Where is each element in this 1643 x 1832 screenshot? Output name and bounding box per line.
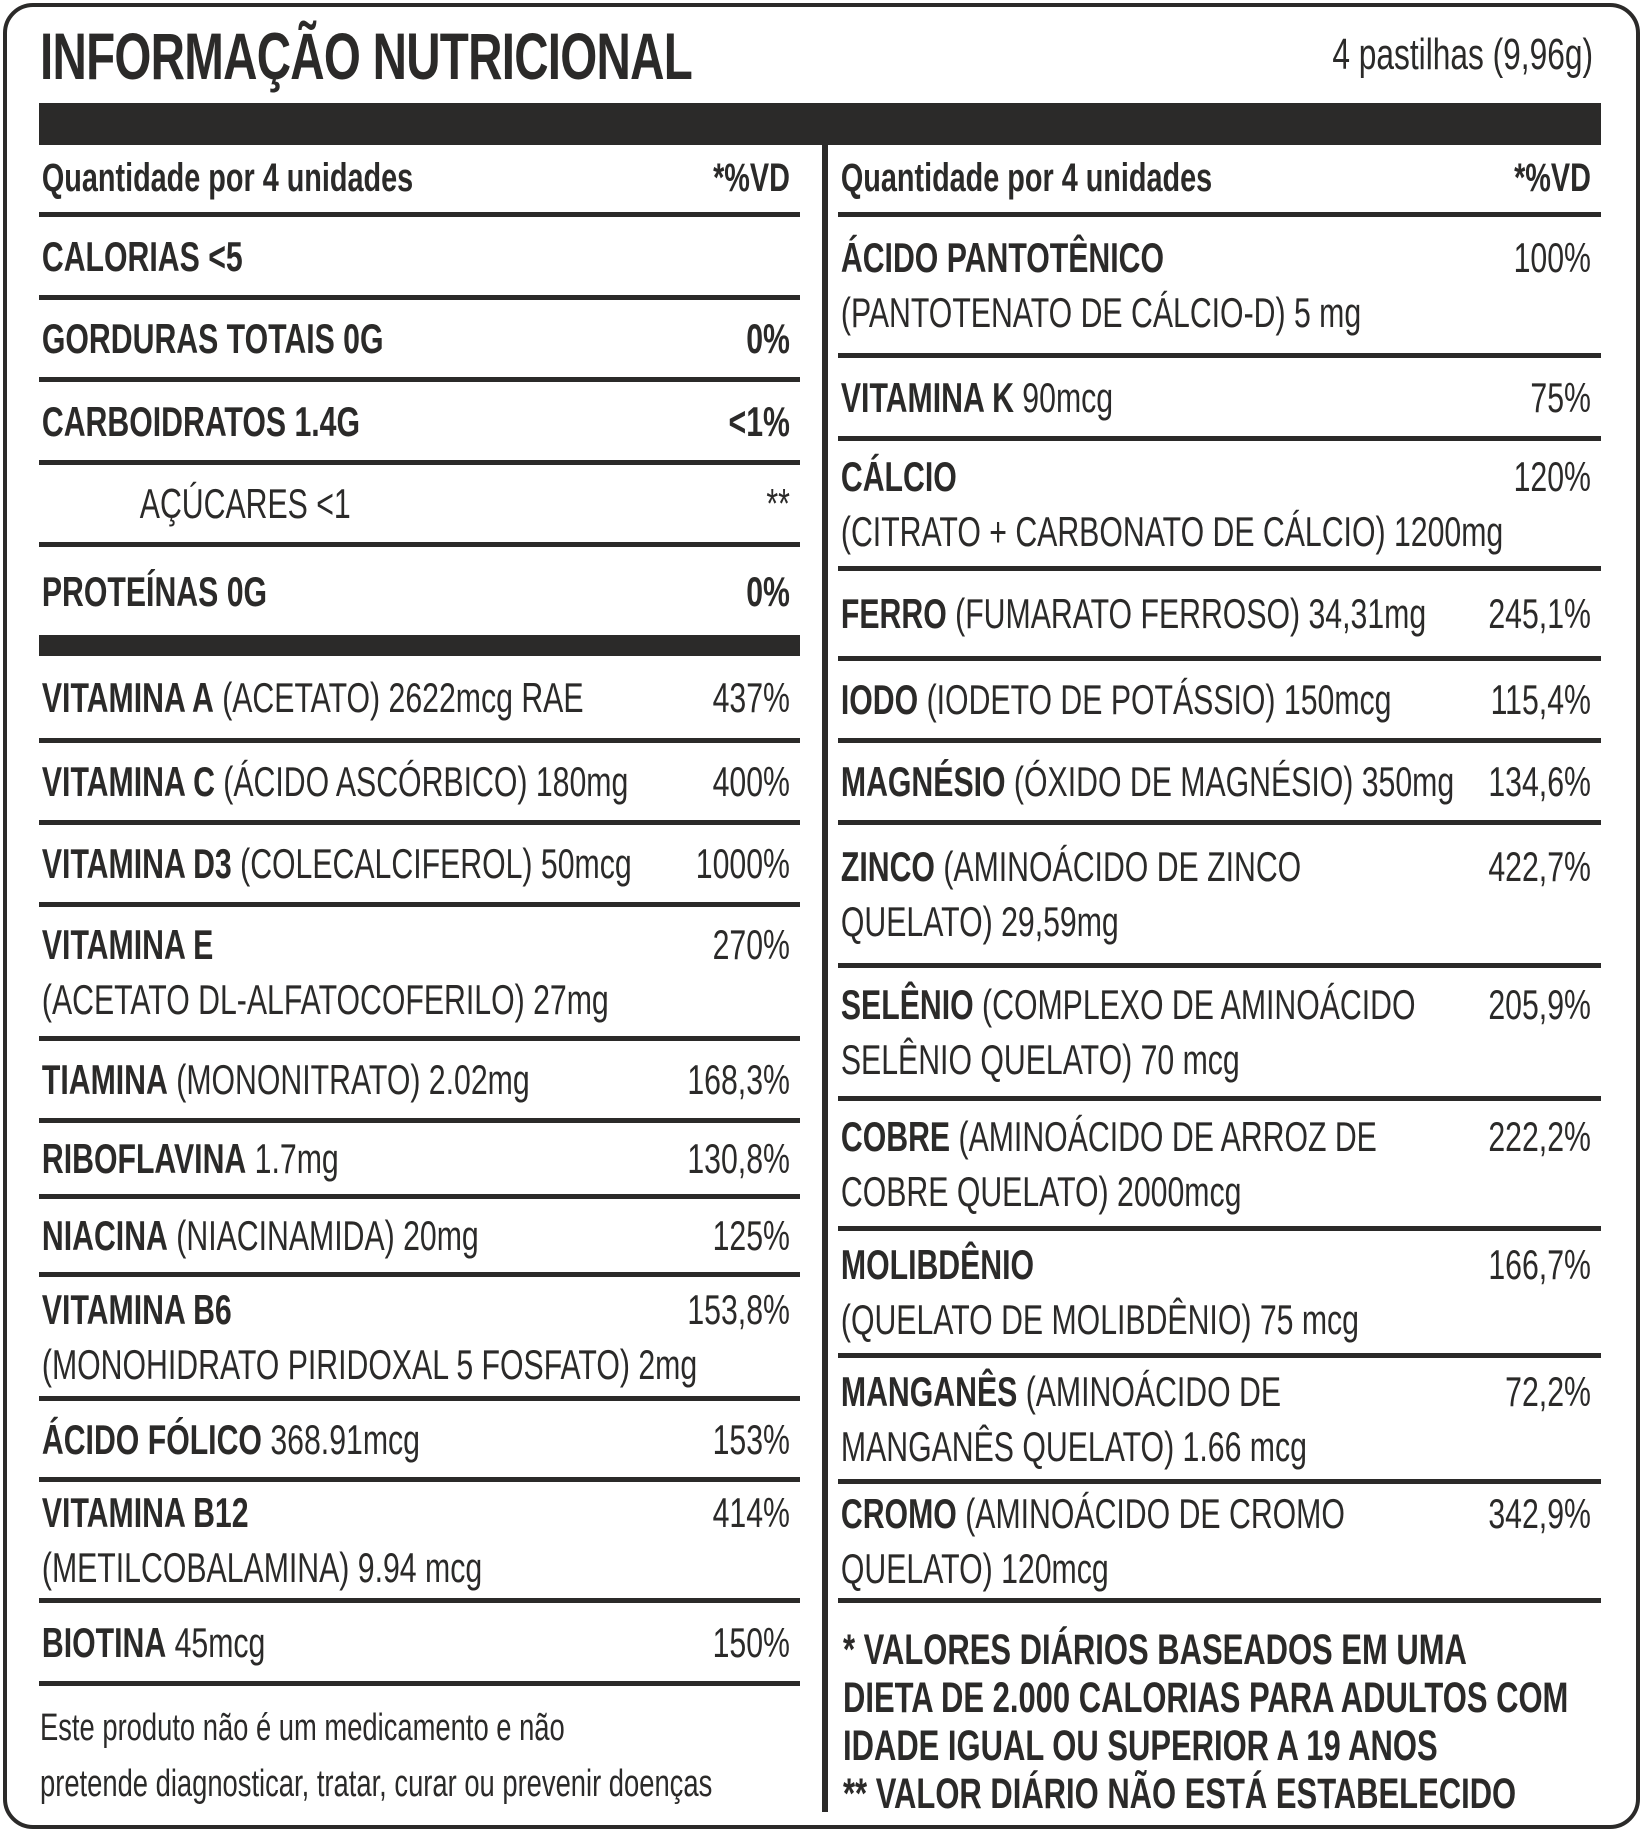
nutrient-detail: 1.7mg [246, 1135, 339, 1182]
nutrient-detail-line: QUELATO) 29,59mg [840, 898, 1119, 945]
nutrient-row [39, 1277, 800, 1401]
column-header-content [39, 145, 800, 212]
nutrient-daily-value: 115,4% [1490, 676, 1591, 723]
nutrient-row-content [39, 217, 800, 295]
nutrient-daily-value: 153% [712, 1415, 790, 1463]
nutrient-row [39, 1123, 800, 1199]
nutrient-daily-value: 150% [712, 1618, 790, 1666]
nutrient-line [42, 564, 790, 619]
nutrient-line [841, 449, 1591, 504]
nutrient-row [838, 217, 1601, 358]
header-bar [39, 103, 1601, 145]
nutrient-name: TIAMINA [41, 1056, 168, 1103]
nutrient-row-content [39, 1401, 800, 1477]
nutrient-line [42, 836, 790, 891]
nutrient-name: VITAMINA A [41, 673, 214, 721]
nutrient-detail: (AMINOÁCIDO DE ARROZ DE [950, 1112, 1377, 1160]
nutrient-row [39, 825, 800, 907]
nutrient-daily-value: 0% [746, 567, 790, 615]
nutrient-line [42, 1052, 790, 1107]
nutrient-row-content [39, 465, 800, 542]
nutrient-name: MAGNÉSIO [840, 758, 1006, 805]
nutrient-row-content [39, 907, 800, 1036]
nutrient-line [841, 754, 1591, 809]
nutrient-row [39, 1401, 800, 1482]
nutrient-daily-value: 130,8% [687, 1135, 790, 1182]
nutrient-row-content [39, 1123, 800, 1194]
column-header [39, 145, 800, 217]
nutrient-detail: (AMINOÁCIDO DE [1017, 1367, 1282, 1415]
nutrient-row-content [39, 547, 800, 635]
daily-value-label: *%VD [713, 156, 790, 200]
nutrient-row [39, 1603, 800, 1686]
nutrient-line [841, 586, 1591, 641]
nutrient-daily-value: 72,2% [1505, 1367, 1591, 1415]
nutrient-name: VITAMINA K [840, 373, 1014, 421]
nutrient-name: ÁCIDO PANTOTÊNICO [840, 234, 1165, 281]
nutrient-row-content [39, 382, 800, 460]
footnote-line: * VALORES DIÁRIOS BASEADOS EM UMA [843, 1626, 1467, 1674]
nutrient-line [841, 672, 1591, 727]
nutrient-line [42, 1485, 790, 1540]
nutrient-daily-value: 342,9% [1488, 1490, 1591, 1537]
nutrient-row-content [39, 300, 800, 377]
nutrient-detail: (ACETATO) 2622mcg RAE [213, 673, 584, 721]
nutrient-name: BIOTINA [41, 1618, 167, 1666]
nutrient-daily-value: 1000% [695, 840, 790, 887]
nutrient-row [838, 1358, 1601, 1484]
nutrient-row-content [838, 825, 1601, 963]
nutrient-detail: (NIACINAMIDA) 20mg [167, 1212, 479, 1259]
column-header-content [838, 145, 1601, 212]
nutrient-daily-value: 75% [1530, 373, 1591, 421]
nutrient-detail: (COLECALCIFEROL) 50mcg [231, 840, 632, 887]
nutrient-row-content [39, 1041, 800, 1118]
nutrient-line [42, 1208, 790, 1263]
nutrient-row [838, 1231, 1601, 1358]
nutrient-detail: (FUMARATO FERROSO) 34,31mg [946, 590, 1427, 637]
daily-value-label: *%VD [1514, 156, 1591, 200]
nutrient-name: RIBOFLAVINA [41, 1135, 247, 1182]
nutrient-detail: 90mcg [1013, 373, 1114, 421]
nutrient-row-content [838, 743, 1601, 820]
nutrient-line [841, 1109, 1591, 1164]
nutrient-detail-line: (MONOHIDRATO PIRIDOXAL 5 FOSFATO) 2mg [41, 1340, 698, 1388]
nutrient-daily-value: 222,2% [1488, 1112, 1591, 1160]
nutrient-detail-line: (PANTOTENATO DE CÁLCIO-D) 5 mg [840, 289, 1362, 336]
nutrient-daily-value: 153,8% [687, 1285, 790, 1333]
nutrient-line [42, 1282, 790, 1337]
nutrient-row-content [838, 217, 1601, 353]
nutrient-line [42, 1412, 790, 1467]
nutrient-daily-value: 0% [746, 315, 790, 362]
nutrient-detail: (COMPLEXO DE AMINOÁCIDO [973, 981, 1416, 1028]
footnote-line: ** VALOR DIÁRIO NÃO ESTÁ ESTABELECIDO [843, 1770, 1517, 1818]
nutrient-daily-value: 437% [712, 673, 790, 721]
nutrient-row [39, 1199, 800, 1277]
nutrient-line [841, 370, 1591, 425]
nutrient-row-content [39, 656, 800, 738]
nutrient-row [39, 1482, 800, 1603]
nutrient-daily-value: 168,3% [687, 1056, 790, 1103]
nutrient-name: CÁLCIO [840, 452, 957, 500]
nutrient-detail-line: (ACETATO DL-ALFATOCOFERILO) 27mg [41, 975, 609, 1023]
nutrient-row [39, 547, 800, 656]
nutrient-row [838, 825, 1601, 968]
footnote-line: DIETA DE 2.000 CALORIAS PARA ADULTOS COM [843, 1674, 1569, 1722]
nutrient-row [39, 217, 800, 300]
nutrient-row [838, 968, 1601, 1101]
nutrient-detail: (ÁCIDO ASCÓRBICO) 180mg [214, 758, 629, 805]
nutrient-row-content [838, 1358, 1601, 1479]
nutrient-name: VITAMINA E [41, 920, 214, 968]
nutrient-name: COBRE [840, 1112, 951, 1160]
nutrient-line [841, 230, 1591, 285]
nutrient-line [42, 311, 790, 366]
disclaimer [40, 1700, 789, 1812]
left-column [39, 145, 800, 1686]
nutrient-row-content [838, 358, 1601, 436]
nutrient-row [39, 656, 800, 743]
nutrient-daily-value: 134,6% [1488, 758, 1591, 805]
column-divider [822, 145, 828, 1812]
nutrient-row-content [39, 1603, 800, 1681]
nutrient-daily-value: 414% [712, 1489, 790, 1536]
nutrient-daily-value: 400% [712, 758, 790, 805]
nutrient-line [42, 917, 790, 972]
nutrient-name: ÁCIDO FÓLICO [41, 1415, 262, 1463]
nutrient-detail-line: SELÊNIO QUELATO) 70 mcg [840, 1036, 1240, 1083]
nutrient-daily-value: 245,1% [1488, 590, 1591, 637]
nutrient-line [841, 1486, 1591, 1541]
column-header-line [841, 151, 1591, 206]
nutrient-line [42, 229, 790, 284]
nutrient-row-content [838, 441, 1601, 566]
nutrient-name: FERRO [840, 590, 947, 637]
nutrient-name: PROTEÍNAS 0G [41, 567, 268, 615]
nutrient-line [42, 1615, 790, 1670]
nutrient-daily-value: 205,9% [1488, 981, 1591, 1028]
nutrient-row [838, 441, 1601, 571]
nutrient-detail-line: (QUELATO DE MOLIBDÊNIO) 75 mcg [840, 1296, 1359, 1343]
nutrient-row [838, 1484, 1601, 1603]
nutrient-detail-line: MANGANÊS QUELATO) 1.66 mcg [840, 1422, 1307, 1470]
serving-size: 4 pastilhas (9,96g) [1332, 30, 1593, 79]
nutrient-name: VITAMINA C [41, 758, 215, 805]
footnotes [843, 1626, 1613, 1818]
nutrient-row [39, 907, 800, 1041]
nutrient-detail-line: (METILCOBALAMINA) 9.94 mcg [41, 1544, 483, 1591]
nutrient-row-content [838, 571, 1601, 656]
nutrient-row-content [838, 1484, 1601, 1598]
nutrient-row [39, 1041, 800, 1123]
nutrient-line [42, 476, 790, 531]
nutrient-row-content [39, 1277, 800, 1396]
nutrient-row-content [838, 661, 1601, 738]
nutrient-detail: AÇÚCARES <1 [139, 480, 351, 527]
nutrient-row-content [838, 1231, 1601, 1353]
nutrient-detail: (AMINOÁCIDO DE ZINCO [934, 843, 1302, 890]
nutrient-detail-line: (CITRATO + CARBONATO DE CÁLCIO) 1200mg [840, 507, 1504, 555]
column-header-line [42, 151, 790, 206]
nutrient-name: MOLIBDÊNIO [840, 1241, 1035, 1288]
nutrient-detail: (AMINOÁCIDO DE CROMO [956, 1490, 1345, 1537]
nutrient-row [838, 661, 1601, 743]
nutrient-row [838, 358, 1601, 441]
nutrient-row [838, 1101, 1601, 1231]
nutrient-row [838, 571, 1601, 661]
nutrient-name: SELÊNIO [840, 981, 974, 1028]
nutrient-line [841, 839, 1591, 894]
nutrient-row [39, 743, 800, 825]
nutrient-row-content [39, 1482, 800, 1598]
nutrient-line [42, 394, 790, 449]
nutrient-row-content [39, 825, 800, 902]
nutrient-row [39, 465, 800, 547]
nutrient-line [841, 1237, 1591, 1292]
nutrient-daily-value: 100% [1513, 234, 1591, 281]
nutrient-name: GORDURAS TOTAIS 0G [41, 315, 384, 362]
nutrient-name: MANGANÊS [840, 1367, 1018, 1415]
nutrient-name: VITAMINA D3 [41, 840, 232, 887]
nutrient-daily-value: 166,7% [1488, 1241, 1591, 1288]
nutrient-line [841, 977, 1591, 1032]
page-title: INFORMAÇÃO NUTRICIONAL [40, 19, 693, 93]
nutrient-name: ZINCO [840, 843, 935, 890]
nutrient-name: CARBOIDRATOS 1.4G [41, 397, 361, 445]
nutrient-row-content [39, 743, 800, 820]
nutrient-detail-line: COBRE QUELATO) 2000mcg [840, 1167, 1242, 1215]
nutrient-daily-value: 270% [712, 920, 790, 968]
nutrient-line [42, 754, 790, 809]
nutrient-daily-value: 422,7% [1488, 843, 1591, 890]
nutrient-detail: (IODETO DE POTÁSSIO) 150mcg [918, 676, 1392, 723]
quantity-label: Quantidade por 4 unidades [41, 156, 414, 200]
nutrient-detail: (MONONITRATO) 2.02mg [167, 1056, 530, 1103]
nutrient-row [39, 382, 800, 465]
nutrient-name: CALORIAS <5 [41, 232, 243, 280]
nutrient-row [838, 743, 1601, 825]
nutrient-daily-value: ** [766, 480, 790, 527]
nutrient-detail: 368.91mcg [261, 1415, 420, 1463]
nutrient-detail: (ÓXIDO DE MAGNÉSIO) 350mg [1005, 758, 1455, 805]
disclaimer-line: Este produto não é um medicamento e não [40, 1707, 565, 1749]
quantity-label: Quantidade por 4 unidades [840, 156, 1213, 200]
nutrient-daily-value: 120% [1513, 452, 1591, 500]
nutrient-row-content [838, 1101, 1601, 1226]
column-header [838, 145, 1601, 217]
nutrient-detail: 45mcg [166, 1618, 266, 1666]
disclaimer-line: pretende diagnosticar, tratar, curar ou prevenir doenças [40, 1763, 713, 1805]
nutrient-row [39, 300, 800, 382]
nutrient-line [42, 670, 790, 725]
nutrient-line [42, 1131, 790, 1186]
nutrient-name: IODO [840, 676, 919, 723]
right-column [838, 145, 1601, 1603]
nutrient-detail-line: QUELATO) 120mcg [840, 1545, 1109, 1592]
nutrient-name: VITAMINA B6 [41, 1285, 232, 1333]
nutrient-row-content [838, 968, 1601, 1096]
nutrient-daily-value: <1% [728, 397, 790, 445]
nutrient-name: NIACINA [41, 1212, 168, 1259]
nutrient-name: CROMO [840, 1490, 957, 1537]
nutrient-name: VITAMINA B12 [41, 1489, 249, 1536]
footnote-line: IDADE IGUAL OU SUPERIOR A 19 ANOS [843, 1722, 1438, 1770]
nutrient-row-content [39, 1199, 800, 1272]
nutrient-line [841, 1364, 1591, 1419]
nutrient-daily-value: 125% [712, 1212, 790, 1259]
